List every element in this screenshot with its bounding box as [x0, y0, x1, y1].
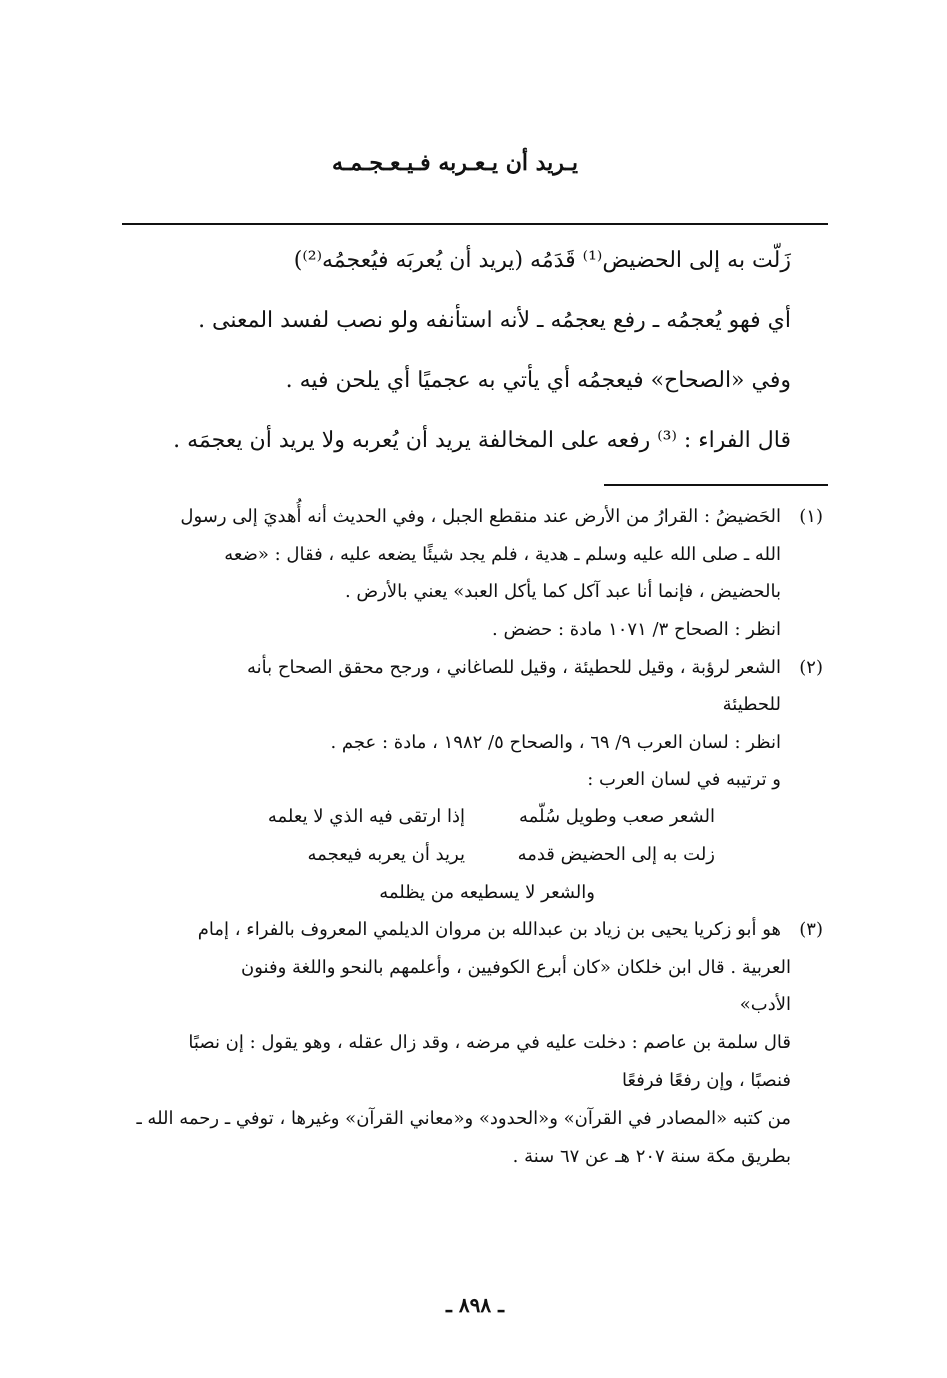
footnote-line: انظر : لسان العرب ٩/ ٦٩ ، والصحاح ٥/ ١٩٨٢ ، مادة : عجم . — [330, 732, 781, 753]
footnote-line: للحطيئة — [722, 694, 781, 715]
body-line: قال الفراء : ⁽³⁾ رفعه على المخالفة يريد أن يُعربه ولا يريد أن يعجمَه . — [173, 428, 791, 453]
header-rule — [122, 223, 828, 225]
footnote-line: العربية . قال ابن خلكان «كان أبرع الكوفيين ، وأعلمهم بالنحو واللغة وفنون — [241, 957, 791, 978]
body-line: زَلّت به إلى الحضيض⁽¹⁾ قَدَمُه (يريد أن يُعربَه فيُعجمُه⁽²⁾) — [293, 248, 791, 273]
footnote-line: الله ـ صلى الله عليه وسلم ـ هدية ، فلم يجد شيئًا يضعه عليه ، فقال : «ضعه — [224, 544, 781, 565]
footnote-line: الشعر لرؤبة ، وقيل للحطيئة ، وقيل للصاغاني ، ورجح محقق الصحاح بأنه — [246, 657, 781, 678]
poem-last-line: والشعر لا يسطيعه من يظلمه — [379, 882, 595, 903]
body-line: وفي «الصحاح» فيعجمُه أي يأتي به عجميًا أي يلحن فيه . — [285, 368, 791, 393]
footnote-line: الحَضيضُ : القرارُ من الأرض عند منقطع الجبل ، وفي الحديث أنه أُهديَ إلى رسول — [180, 506, 781, 527]
footnote-marker: (١) — [799, 506, 823, 527]
poem-hemistich: يريد أن يعربه فيعجمه — [307, 844, 465, 865]
footnote-line: من كتبه «المصادر في القرآن» و«الحدود» و«معاني القرآن» وغيرها ، توفي ـ رحمه الله ـ — [136, 1108, 791, 1129]
footnote-line: بالحضيض ، فإنما أنا عبد آكل كما يأكل العبد» يعني بالأرض . — [344, 581, 781, 602]
footnote-marker: (٢) — [799, 657, 823, 678]
footnote-separator — [604, 484, 828, 486]
poem-hemistich: إذا ارتقى فيه الذي لا يعلمه — [267, 806, 465, 827]
footnote-line: فنصبًا ، وإن رفعًا فرفعًا — [622, 1070, 791, 1091]
footnote-line: و ترتيبه في لسان العرب : — [587, 769, 781, 790]
footnote-line: بطريق مكة سنة ٢٠٧ هـ عن ٦٧ سنة . — [512, 1146, 791, 1167]
footnote-line: الأدب» — [739, 994, 791, 1015]
body-line: أي فهو يُعجمُه ـ رفع يعجمُه ـ لأنه استأنفه ولو نصب لفسد المعنى . — [198, 308, 791, 333]
footnote-line: انظر : الصحاح ٣/ ١٠٧١ مادة : حضض . — [492, 619, 781, 640]
running-header: يـريد أن يـعـربه فـيـعـجـمـه — [331, 150, 579, 176]
page-number: ـ ٨٩٨ ـ — [446, 1293, 504, 1317]
poem-hemistich: زلت به إلى الحضيض قدمه — [517, 844, 715, 865]
footnote-marker: (٣) — [799, 919, 823, 940]
footnote-line: هو أبو زكريا يحيى بن زياد بن عبدالله بن مروان الديلمي المعروف بالفراء ، إمام — [197, 919, 781, 940]
footnote-line: قال سلمة بن عاصم : دخلت عليه في مرضه ، وقد زال عقله ، وهو يقول : إن نصبًا — [188, 1032, 791, 1053]
poem-hemistich: الشعر صعب وطويل سُلّمه — [518, 806, 715, 827]
